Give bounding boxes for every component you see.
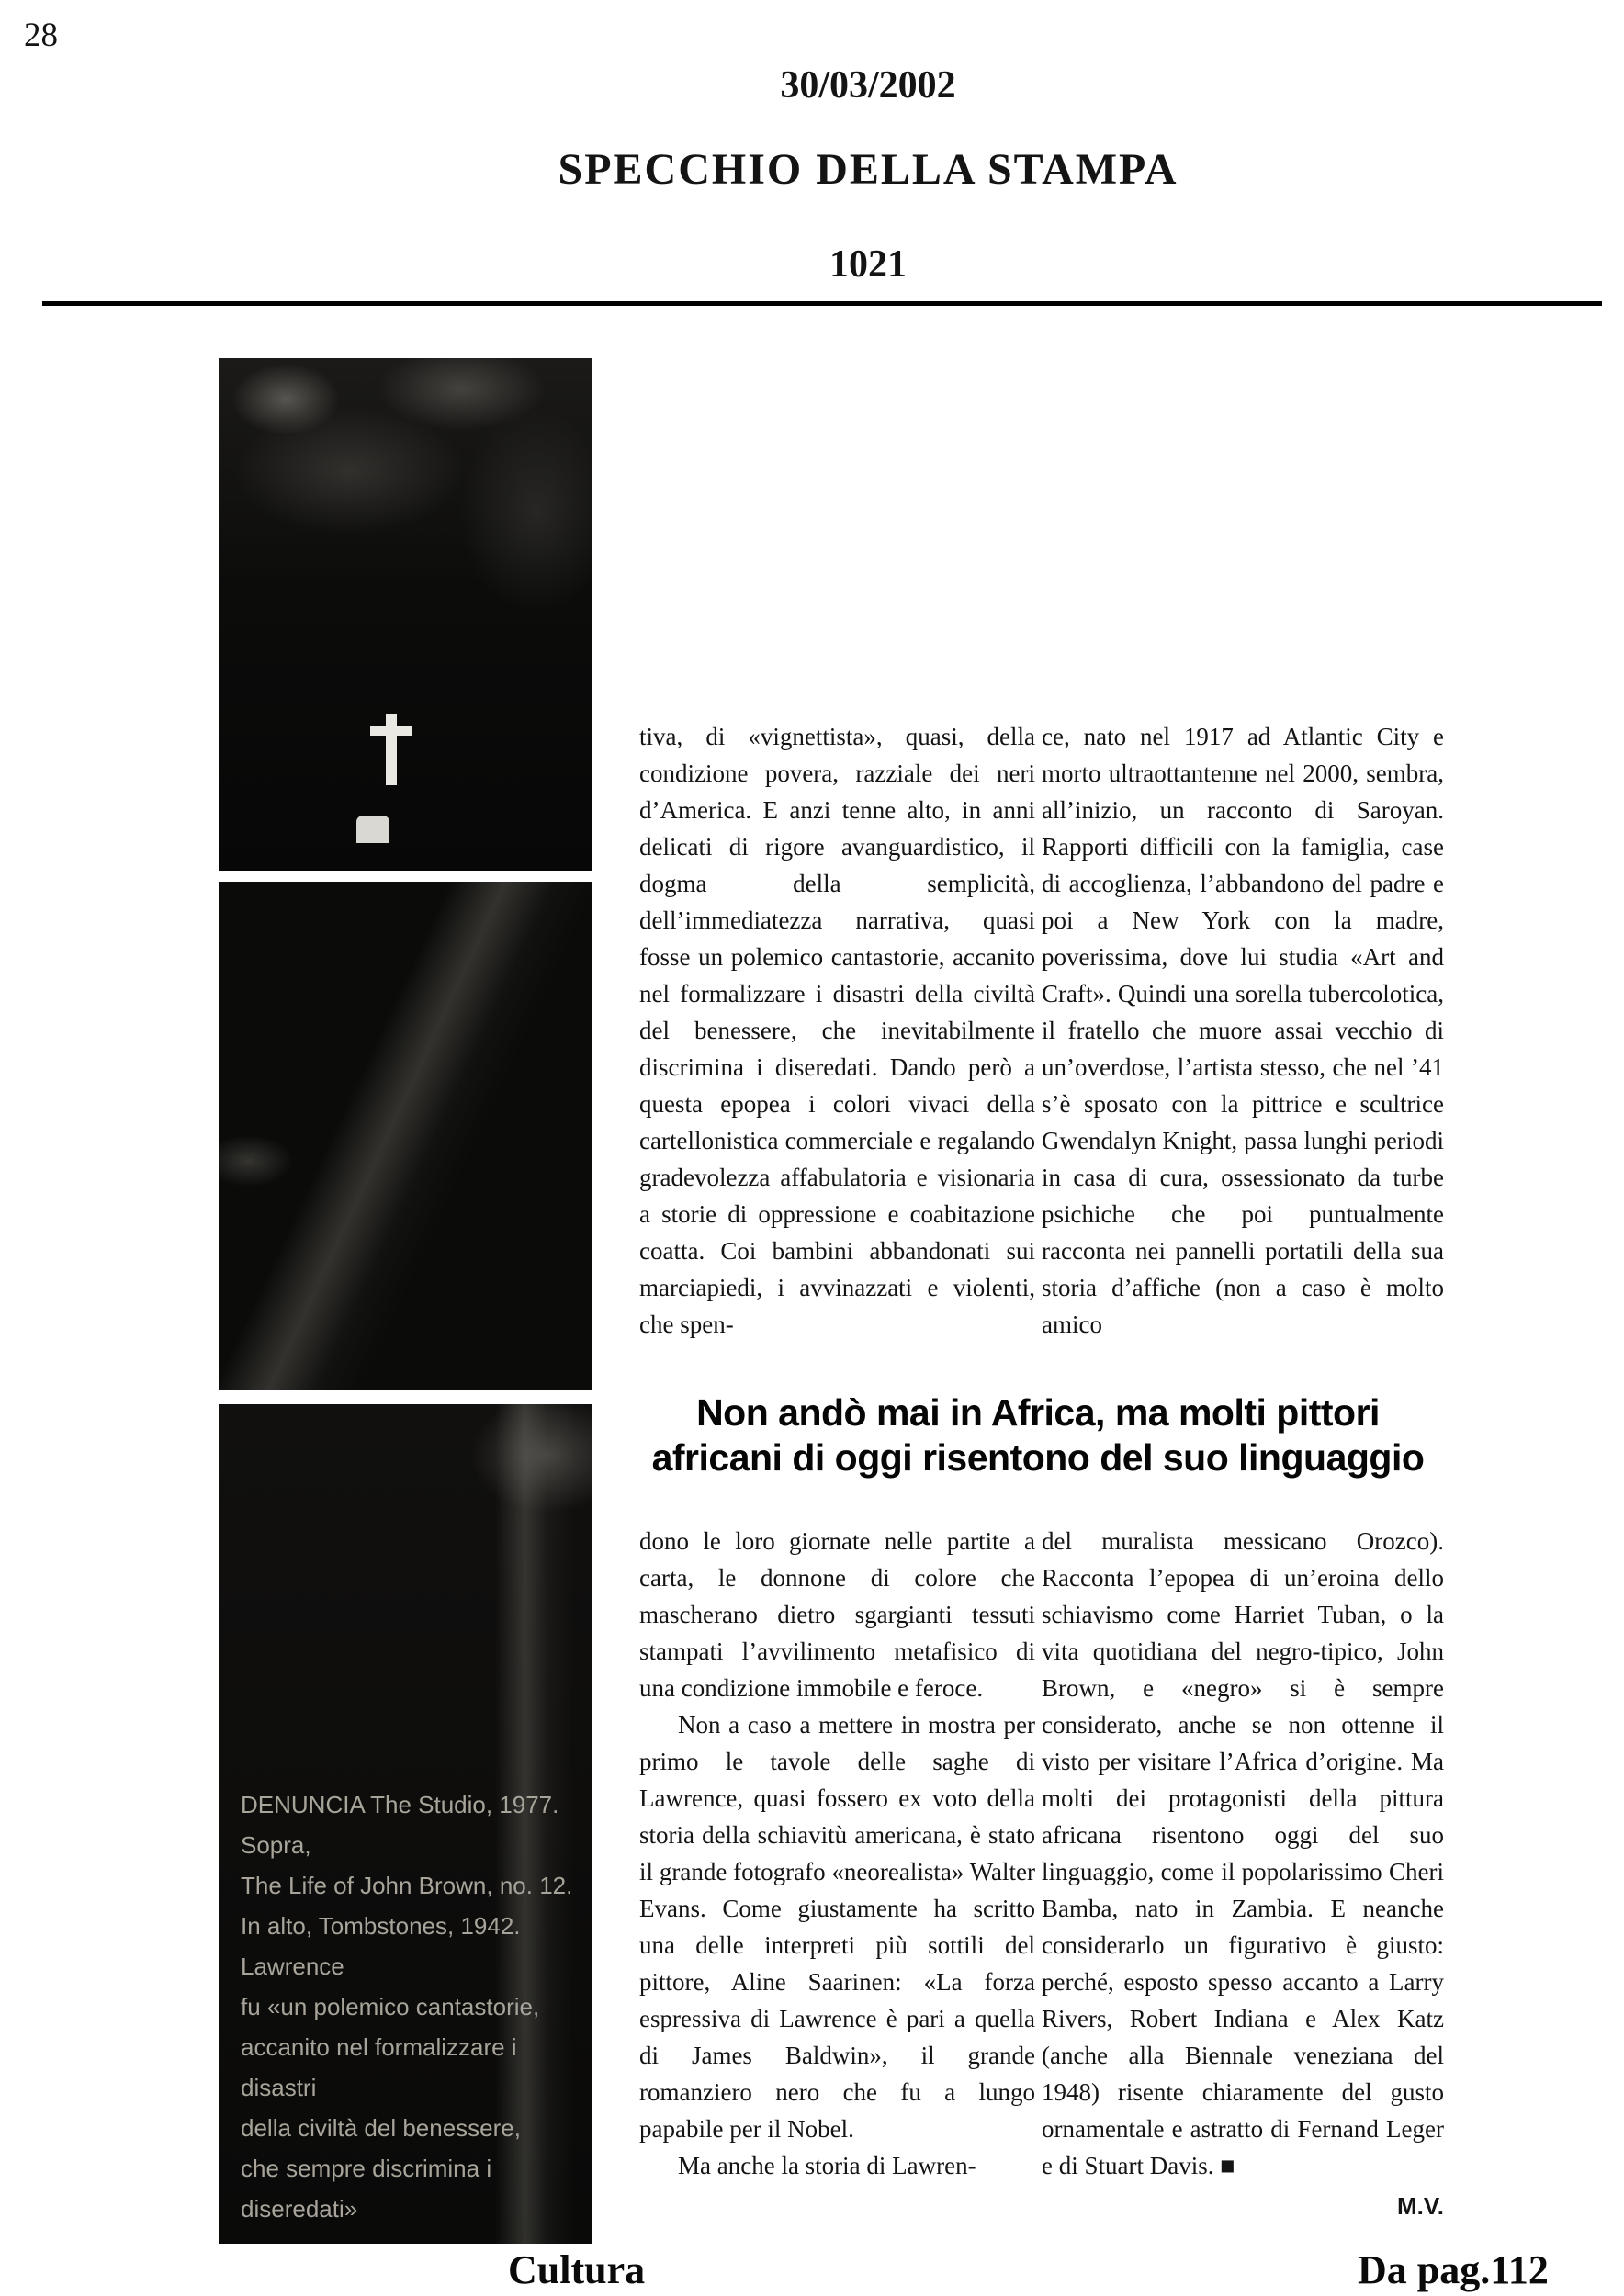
photo-tombstones <box>219 1404 592 2244</box>
clipping-number: 1021 <box>829 243 907 286</box>
caption-line: fu «un polemico cantastorie, <box>241 1993 540 2020</box>
header-divider-rule <box>42 301 1602 306</box>
caption-line: DENUNCIA The Studio, 1977. Sopra, <box>241 1791 559 1859</box>
article-text-col2-bottom: del muralista messicano Orozco). Racconta l’epopea di un’eroina dello schiavismo come Harriet Tuban, o la vita quotidiana del negro-tipico, John Brown, e «negro» si è sempre considerato, anche se non ottenne il visto per visitare l’Africa d’origine. Ma molti dei protagonisti della pittura africana risentono oggi del suo linguaggio, come il popolarissimo Cheri Bamba, nato in Zambia. E neanche considerarlo un figurativo è giusto: perché, esposto spesso accanto a Larry Rivers, Robert Indiana e Alex Katz (anche alla Biennale veneziana del 1948) risente chiaramente del gusto ornamentale e astratto di Fernand Leger e di Stuart Davis. ■ <box>1042 1527 1444 2179</box>
article-column-2-bottom <box>1042 1523 1444 2248</box>
masthead <box>138 66 1598 284</box>
footer-page-reference: Da pag.112 <box>1358 2247 1549 2292</box>
photo-life-of-john-brown <box>219 882 592 1390</box>
article-headline <box>625 1390 1451 1480</box>
headline-line-1: Non andò mai in Africa, ma molti pittori <box>696 1391 1380 1434</box>
article-text-col2-top: ce, nato nel 1917 ad Atlantic City e morto ultraottantenne nel 2000, sembra, all’inizio, un racconto di Saroyan. Rapporti difficili con la famiglia, case di accoglienza, l’abbandono del padre e poi a New York con la madre, poverissima, dove lui studia «Art and Craft». Quindi una sorella tubercolotica, il fratello che muore assai vecchio di un’overdose, l’artista stesso, che nel ’41 s’è sposato con la pittrice e scultrice Gwendalyn Knight, passa lunghi periodi in casa di cura, ossessionato da turbe psichiche che poi puntualmente racconta nei pannelli portatili della sua storia d’affiche (non a caso è molto amico <box>1042 723 1444 1338</box>
article-text-col1-top: tiva, di «vignettista», quasi, della condizione povera, razziale dei neri d’America. E anzi tenne alto, in anni delicati di rigore avanguardistico, il dogma della semplicità, dell’immediatezza narrativa, quasi fosse un polemico cantastorie, accanito nel formalizzare i disastri della civiltà del benessere, che inevitabilmente discrimina i diseredati. Dando però a questa epopea i colori vivaci della cartellonistica commerciale e regalando gradevolezza affabulatoria e visionaria a storie di oppressione e coabitazione coatta. Coi bambini abbandonati sui marciapiedi, i avvinazzati e violenti, che spen- <box>639 723 1035 1338</box>
article-column-2-top <box>1042 718 1444 1383</box>
caption-line: In alto, Tombstones, 1942. Lawrence <box>241 1912 521 1980</box>
article-column-1-top <box>639 718 1035 1383</box>
photo-caption <box>241 1784 583 2229</box>
headline-line-2: africani di oggi risentono del suo linguaggio <box>651 1436 1425 1479</box>
clipping-date: 30/03/2002 <box>780 64 956 107</box>
page-number: 28 <box>24 17 58 54</box>
tombstone-detail <box>356 816 389 843</box>
cross-detail <box>386 714 397 785</box>
author-initials: M.V. <box>1396 2192 1444 2220</box>
photo-the-studio <box>219 358 592 871</box>
caption-line: della civiltà del benessere, <box>241 2114 521 2142</box>
article-column-1-bottom <box>639 1523 1035 2248</box>
caption-line: che sempre discrimina i diseredati» <box>241 2155 492 2223</box>
footer-section-label: Cultura <box>508 2247 646 2292</box>
article-paragraph: Non a caso a mettere in mostra per primo le tavole delle saghe di Lawrence, quasi fossero ex voto della storia della schiavitù americana, è stato il grande fotografo «neorealista» Walter Evans. Come giustamente ha scritto una delle interpreti più sottili del pittore, Aline Saarinen: «La forza espressiva di Lawrence è pari a quella di James Baldwin», il grande romanziero nero che fu a lungo papabile per il Nobel. <box>639 1711 1035 2143</box>
caption-line: accanito nel formalizzare i disastri <box>241 2033 517 2101</box>
article-paragraph: dono le loro giornate nelle partite a carta, le donnone di colore che mascherano dietro sgargianti tessuti stampati l’avvilimento metafisico di una condizione immobile e feroce. <box>639 1527 1035 1702</box>
publication-title: SPECCHIO DELLA STAMPA <box>558 145 1179 194</box>
article-paragraph: Ma anche la storia di Lawren- <box>678 2152 976 2179</box>
caption-line: The Life of John Brown, no. 12. <box>241 1872 573 1899</box>
